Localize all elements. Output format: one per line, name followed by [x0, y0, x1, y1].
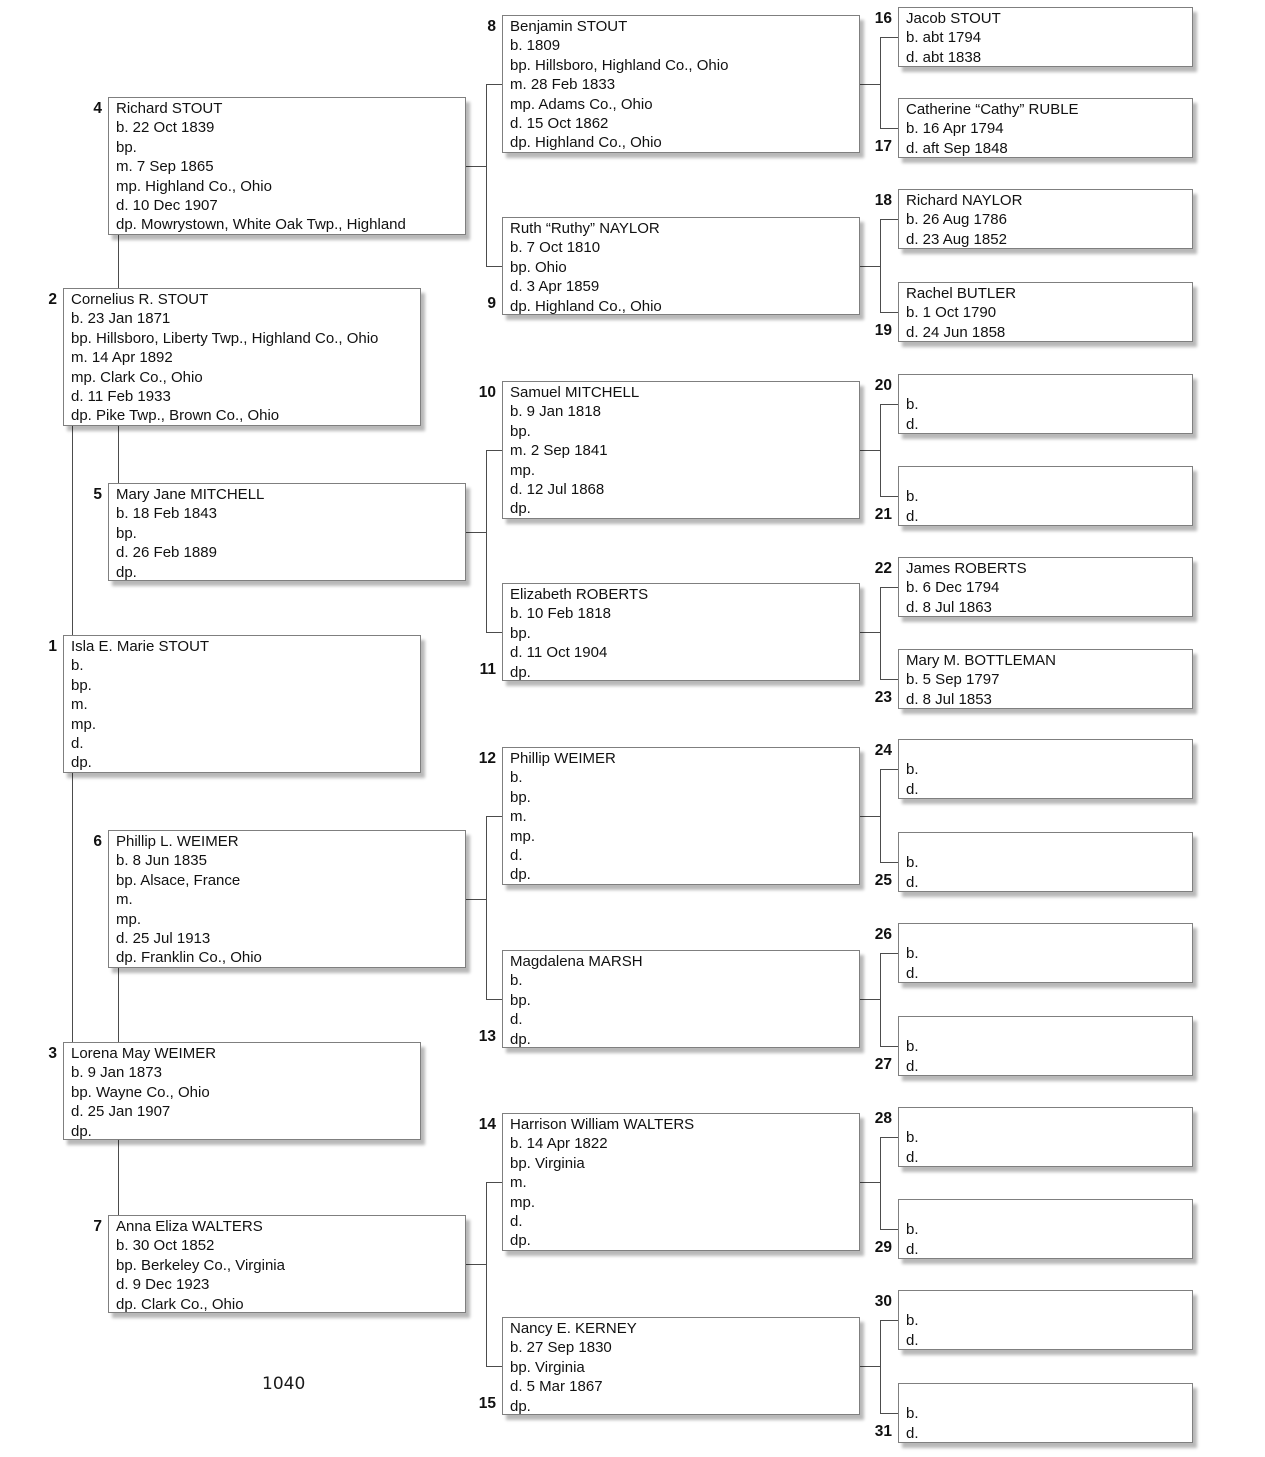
connector-line [860, 1182, 880, 1183]
person-name [906, 834, 1186, 853]
person-detail-line: mp. [116, 910, 142, 928]
person-card [502, 950, 860, 1048]
person-detail-line: b. abt 1794 [906, 29, 982, 47]
person-number: 23 [874, 689, 892, 706]
person-detail-line: dp. Franklin Co., Ohio [116, 949, 262, 967]
person-name [906, 1292, 1186, 1311]
person-card [898, 374, 1193, 434]
connector-line [486, 999, 502, 1000]
person-detail-line: d. [906, 780, 919, 798]
person-card [108, 97, 466, 235]
person-detail-line: b. [510, 972, 523, 990]
person-detail-line: b. [906, 488, 919, 506]
person-card [898, 1016, 1193, 1076]
person-detail-line: d. 26 Feb 1889 [116, 544, 217, 562]
page-number: 1040 [262, 1374, 306, 1394]
person-card [898, 98, 1193, 158]
connector-line [880, 128, 898, 129]
person-detail-line: bp. [510, 422, 531, 440]
person-number: 31 [874, 1423, 892, 1440]
person-number: 5 [93, 486, 102, 503]
person-number: 18 [874, 192, 892, 209]
person-number: 21 [874, 506, 892, 523]
person-number: 13 [478, 1028, 496, 1045]
person-detail-line: m. 14 Apr 1892 [71, 349, 173, 367]
connector-line [486, 266, 502, 267]
person-number: 2 [48, 291, 57, 308]
person-card [502, 583, 860, 681]
person-detail-line: d. 25 Jan 1907 [71, 1103, 171, 1121]
person-detail-line: mp. [71, 715, 97, 733]
person-name [906, 1109, 1186, 1128]
connector-line [880, 769, 881, 862]
person-name: Catherine “Cathy” RUBLE [906, 101, 1079, 118]
person-number: 16 [874, 10, 892, 27]
person-name [906, 468, 1186, 487]
person-detail-line: d. 10 Dec 1907 [116, 197, 218, 215]
connector-line [466, 166, 486, 167]
person-name: Samuel MITCHELL [510, 384, 640, 401]
connector-line [486, 84, 487, 266]
person-name [906, 1201, 1186, 1220]
connector-line [860, 84, 880, 85]
person-detail-line: dp. [510, 1397, 531, 1415]
person-card [898, 1383, 1193, 1443]
connector-line [880, 1229, 898, 1230]
person-detail-line: b. [906, 1221, 919, 1239]
person-card [898, 649, 1193, 709]
connector-line [486, 450, 487, 632]
person-detail-line: d. 11 Feb 1933 [71, 388, 171, 406]
person-name: Cornelius R. STOUT [71, 291, 209, 308]
person-name: Harrison William WALTERS [510, 1116, 695, 1133]
connector-line [880, 37, 898, 38]
connector-line [486, 450, 502, 451]
person-detail-line: m. [116, 891, 133, 909]
person-number: 28 [874, 1110, 892, 1127]
person-name: Phillip L. WEIMER [116, 833, 239, 850]
person-detail-line: bp. [116, 138, 137, 156]
person-detail-line: b. [510, 769, 523, 787]
person-name: Isla E. Marie STOUT [71, 638, 210, 655]
person-card [898, 1290, 1193, 1350]
connector-line [880, 219, 881, 312]
person-card [898, 189, 1193, 249]
person-card [502, 381, 860, 519]
person-number: 20 [874, 377, 892, 394]
person-name: Ruth “Ruthy” NAYLOR [510, 220, 660, 237]
person-detail-line: b. 16 Apr 1794 [906, 120, 1004, 138]
person-detail-line: d. 24 Jun 1858 [906, 323, 1006, 341]
person-detail-line: d. [71, 735, 84, 753]
person-number: 24 [874, 742, 892, 759]
person-detail-line: m. [71, 696, 88, 714]
person-name: Richard NAYLOR [906, 192, 1023, 209]
person-detail-line: b. [906, 1312, 919, 1330]
connector-line [466, 532, 486, 533]
person-name: Nancy E. KERNEY [510, 1320, 637, 1337]
person-detail-line: b. [71, 657, 84, 675]
person-number: 29 [874, 1239, 892, 1256]
person-card [898, 1107, 1193, 1167]
person-detail-line: dp. [510, 663, 531, 681]
person-card [502, 1113, 860, 1251]
connector-line [860, 450, 880, 451]
person-detail-line: bp. Virginia [510, 1154, 585, 1172]
person-card [898, 832, 1193, 892]
person-card [502, 747, 860, 885]
person-card [502, 217, 860, 315]
person-detail-line: b. 22 Oct 1839 [116, 119, 215, 137]
connector-line [486, 1366, 502, 1367]
person-card [898, 557, 1193, 617]
person-detail-line: bp. Alsace, France [116, 871, 241, 889]
person-detail-line: b. 9 Jan 1818 [510, 403, 601, 421]
person-detail-line: m. 28 Feb 1833 [510, 76, 616, 94]
person-number: 19 [874, 322, 892, 339]
person-name: Elizabeth ROBERTS [510, 586, 649, 603]
person-number: 22 [874, 560, 892, 577]
person-detail-line: bp. Hillsboro, Highland Co., Ohio [510, 56, 729, 74]
person-name: Jacob STOUT [906, 10, 1001, 27]
connector-line [880, 1137, 898, 1138]
person-card [63, 1042, 421, 1140]
connector-line [880, 769, 898, 770]
connector-line [880, 404, 898, 405]
person-number: 17 [874, 138, 892, 155]
person-detail-line: bp. [510, 624, 531, 642]
person-detail-line: m. [510, 808, 527, 826]
connector-line [486, 632, 502, 633]
person-card [898, 282, 1193, 342]
person-detail-line: b. [906, 761, 919, 779]
person-detail-line: dp. [71, 1122, 92, 1140]
person-detail-line: d. [906, 507, 919, 525]
person-detail-line: dp. Highland Co., Ohio [510, 134, 662, 152]
person-detail-line: d. 11 Oct 1904 [510, 644, 608, 662]
person-detail-line: bp. Hillsboro, Liberty Twp., Highland Co., Ohio [71, 329, 379, 347]
person-detail-line: d. [510, 1213, 523, 1231]
person-detail-line: d. [510, 1011, 523, 1029]
person-detail-line: mp. Highland Co., Ohio [116, 177, 272, 195]
person-detail-line: d. [510, 847, 523, 865]
person-detail-line: bp. [71, 676, 92, 694]
connector-line [118, 235, 119, 288]
connector-line [118, 1140, 119, 1215]
connector-line [880, 404, 881, 496]
person-detail-line: b. 23 Jan 1871 [71, 310, 171, 328]
person-name [906, 376, 1186, 395]
person-detail-line: dp. [510, 866, 531, 884]
person-name: Magdalena MARSH [510, 953, 643, 970]
person-detail-line: b. [906, 396, 919, 414]
connector-line [880, 1046, 898, 1047]
person-detail-line: m. 7 Sep 1865 [116, 158, 214, 176]
person-number: 11 [479, 661, 496, 678]
person-detail-line: d. [906, 1331, 919, 1349]
person-name: Mary Jane MITCHELL [116, 486, 265, 503]
person-card [63, 288, 421, 426]
person-card [898, 466, 1193, 526]
connector-line [466, 1264, 486, 1265]
person-detail-line: d. [906, 415, 919, 433]
person-card [898, 739, 1193, 799]
person-number: 30 [874, 1293, 892, 1310]
person-detail-line: b. 27 Sep 1830 [510, 1339, 612, 1357]
person-detail-line: mp. [510, 461, 536, 479]
connector-line [880, 953, 881, 1046]
person-detail-line: d. 12 Jul 1868 [510, 481, 605, 499]
person-detail-line: bp. Berkeley Co., Virginia [116, 1256, 285, 1274]
connector-line [486, 816, 487, 999]
connector-line [118, 968, 119, 1042]
person-detail-line: b. [906, 1129, 919, 1147]
person-detail-line: dp. Clark Co., Ohio [116, 1295, 244, 1313]
person-name: Lorena May WEIMER [71, 1045, 217, 1062]
connector-line [860, 816, 880, 817]
connector-line [880, 219, 898, 220]
person-name: Mary M. BOTTLEMAN [906, 652, 1057, 669]
person-name [906, 925, 1186, 944]
person-detail-line: mp. Clark Co., Ohio [71, 368, 203, 386]
person-name [906, 741, 1186, 760]
person-detail-line: d. [906, 873, 919, 891]
connector-line [486, 1182, 487, 1366]
person-name [906, 1385, 1186, 1404]
person-detail-line: b. 8 Jun 1835 [116, 852, 207, 870]
person-card [108, 1215, 466, 1313]
person-detail-line: mp. [510, 1193, 536, 1211]
person-number: 1 [48, 638, 57, 655]
person-detail-line: b. 5 Sep 1797 [906, 671, 1000, 689]
person-detail-line: m. 2 Sep 1841 [510, 442, 608, 460]
person-card [108, 830, 466, 968]
connector-line [880, 679, 898, 680]
connector-line [486, 1182, 502, 1183]
connector-line [880, 1413, 898, 1414]
person-name: Phillip WEIMER [510, 750, 616, 767]
person-number: 4 [93, 100, 102, 117]
person-card [502, 15, 860, 153]
person-number: 7 [93, 1218, 102, 1235]
person-detail-line: bp. Wayne Co., Ohio [71, 1083, 210, 1101]
person-name: Benjamin STOUT [510, 18, 628, 35]
person-number: 27 [874, 1056, 892, 1073]
person-detail-line: b. 1809 [510, 37, 561, 55]
person-detail-line: mp. [510, 827, 536, 845]
connector-line [486, 84, 502, 85]
person-detail-line: d. 15 Oct 1862 [510, 115, 609, 133]
person-number: 25 [874, 872, 892, 889]
person-detail-line: dp. Highland Co., Ohio [510, 297, 662, 315]
connector-line [880, 1320, 898, 1321]
person-detail-line: b. 6 Dec 1794 [906, 579, 1000, 597]
person-number: 3 [48, 1045, 57, 1062]
person-card [898, 923, 1193, 983]
connector-line [72, 426, 73, 635]
person-number: 15 [478, 1395, 496, 1412]
person-detail-line: d. [906, 1057, 919, 1075]
person-detail-line: b. 9 Jan 1873 [71, 1064, 162, 1082]
connector-line [860, 632, 880, 633]
connector-line [880, 587, 898, 588]
person-detail-line: b. [906, 945, 919, 963]
person-detail-line: d. abt 1838 [906, 48, 982, 66]
person-card [108, 483, 466, 581]
person-name [906, 1018, 1186, 1037]
person-number: 6 [93, 833, 102, 850]
person-detail-line: d. [906, 1424, 919, 1442]
connector-line [880, 496, 898, 497]
person-card [502, 1317, 860, 1415]
person-detail-line: dp. [510, 1030, 531, 1048]
person-detail-line: b. 18 Feb 1843 [116, 505, 217, 523]
person-detail-line: d. [906, 964, 919, 982]
connector-line [860, 266, 880, 267]
person-detail-line: d. 3 Apr 1859 [510, 278, 600, 296]
person-detail-line: bp. [510, 788, 531, 806]
person-detail-line: bp. Ohio [510, 258, 567, 276]
person-detail-line: d. 9 Dec 1923 [116, 1276, 210, 1294]
person-card [898, 7, 1193, 67]
person-detail-line: b. 10 Feb 1818 [510, 605, 611, 623]
person-detail-line: dp. [510, 1232, 531, 1250]
person-detail-line: d. 5 Mar 1867 [510, 1378, 603, 1396]
person-card [63, 635, 421, 773]
connector-line [880, 37, 881, 128]
person-detail-line: dp. Pike Twp., Brown Co., Ohio [71, 407, 280, 425]
person-detail-line: d. 25 Jul 1913 [116, 930, 211, 948]
person-detail-line: m. [510, 1174, 527, 1192]
person-detail-line: dp. [71, 754, 92, 772]
person-detail-line: b. 30 Oct 1852 [116, 1237, 215, 1255]
person-detail-line: b. 1 Oct 1790 [906, 304, 997, 322]
connector-line [860, 999, 880, 1000]
person-detail-line: d. [906, 1240, 919, 1258]
connector-line [880, 1320, 881, 1413]
person-detail-line: dp. Mowrystown, White Oak Twp., Highland [116, 216, 406, 234]
connector-line [118, 426, 119, 483]
person-number: 14 [478, 1116, 496, 1133]
connector-line [860, 1366, 880, 1367]
person-detail-line: d. 8 Jul 1853 [906, 690, 992, 708]
person-detail-line: b. [906, 1405, 919, 1423]
person-number: 10 [478, 384, 496, 401]
person-card [898, 1199, 1193, 1259]
person-number: 9 [487, 295, 496, 312]
connector-line [880, 587, 881, 679]
person-name: Richard STOUT [116, 100, 223, 117]
person-detail-line: b. 26 Aug 1786 [906, 211, 1007, 229]
person-detail-line: bp. [116, 524, 137, 542]
person-detail-line: mp. Adams Co., Ohio [510, 95, 653, 113]
connector-line [880, 862, 898, 863]
person-detail-line: b. [906, 854, 919, 872]
person-number: 12 [478, 750, 496, 767]
person-detail-line: dp. [510, 500, 531, 518]
person-detail-line: d. 8 Jul 1863 [906, 598, 992, 616]
connector-line [72, 773, 73, 1042]
connector-line [466, 899, 486, 900]
person-detail-line: b. 7 Oct 1810 [510, 239, 601, 257]
person-detail-line: d. aft Sep 1848 [906, 139, 1008, 157]
person-detail-line: bp. [510, 991, 531, 1009]
person-detail-line: dp. [116, 563, 137, 581]
person-name: Rachel BUTLER [906, 285, 1017, 302]
person-number: 8 [487, 18, 496, 35]
connector-line [880, 953, 898, 954]
person-number: 26 [874, 926, 892, 943]
connector-line [880, 1137, 881, 1229]
person-detail-line: bp. Virginia [510, 1358, 585, 1376]
connector-line [486, 816, 502, 817]
person-name: Anna Eliza WALTERS [116, 1218, 263, 1235]
person-name: James ROBERTS [906, 560, 1027, 577]
person-detail-line: d. [906, 1148, 919, 1166]
person-detail-line: b. [906, 1038, 919, 1056]
person-detail-line: d. 23 Aug 1852 [906, 230, 1007, 248]
person-detail-line: b. 14 Apr 1822 [510, 1135, 608, 1153]
connector-line [880, 312, 898, 313]
